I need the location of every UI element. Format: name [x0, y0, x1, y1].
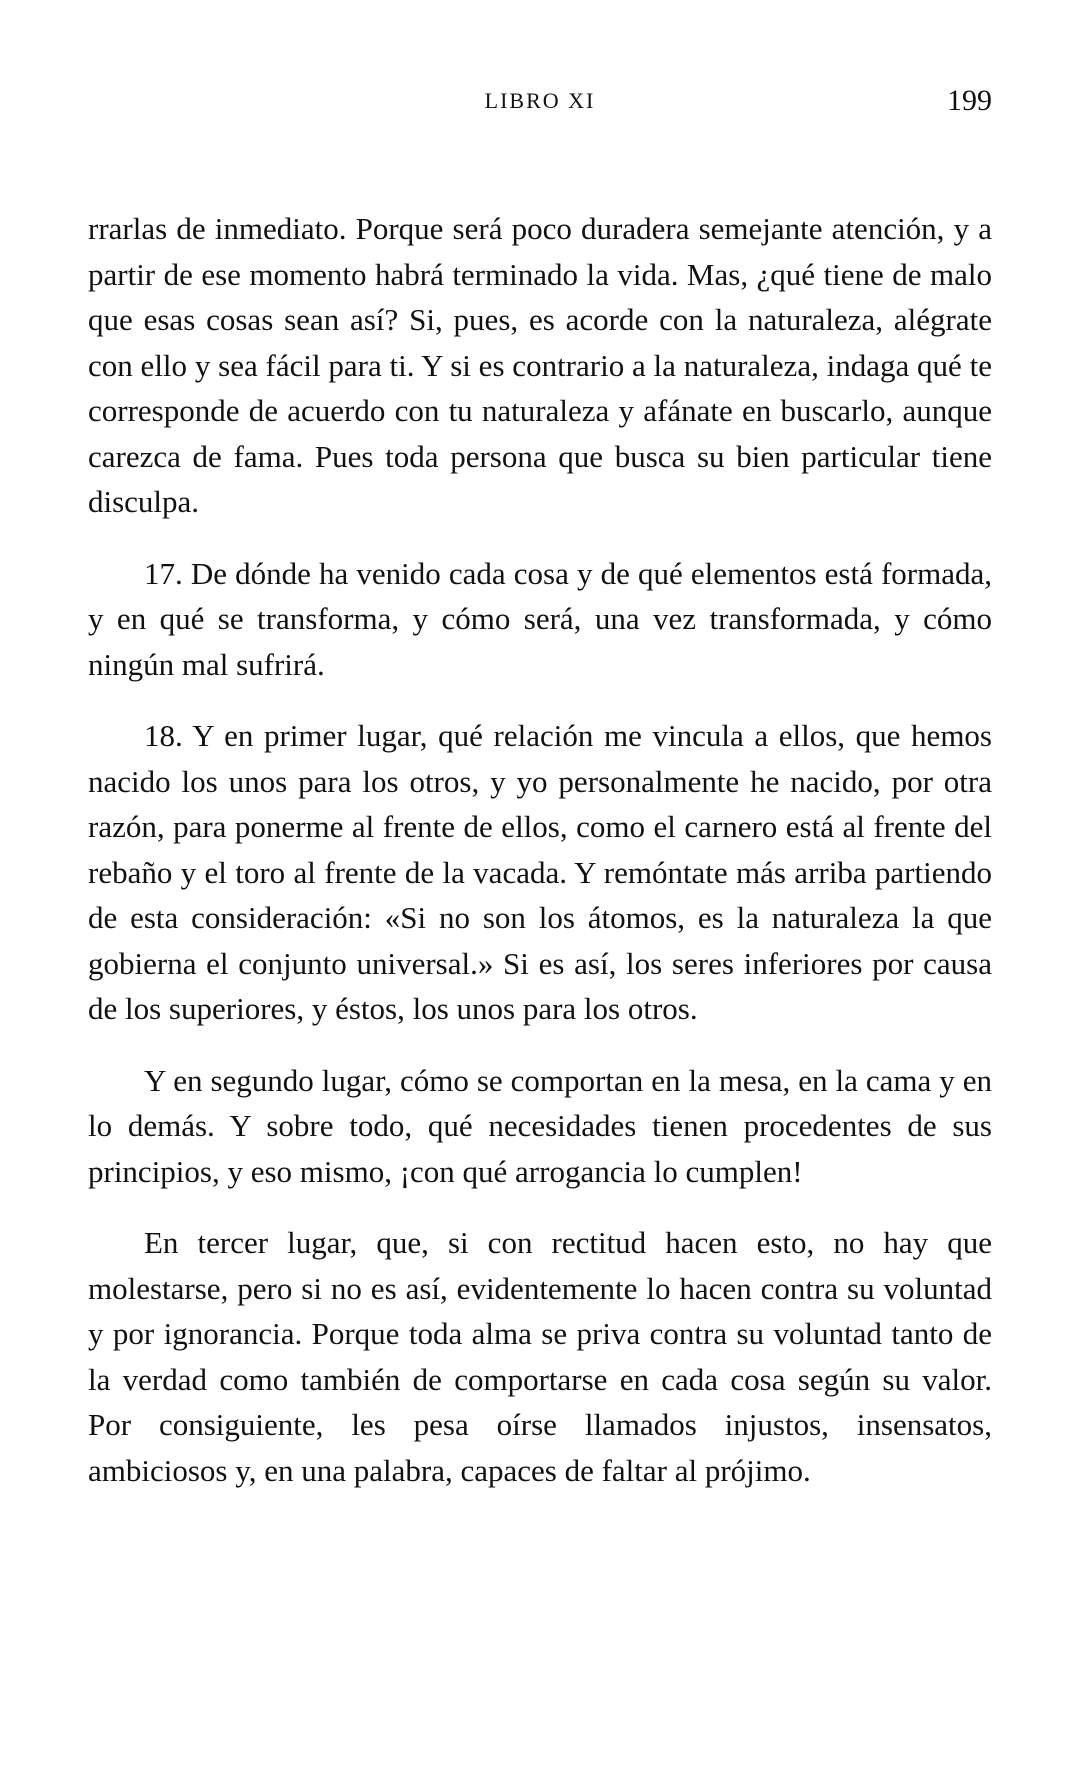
paragraph-section-17: 17. De dónde ha venido cada cosa y de qué elementos está formada, y en qué se transforma, y cómo será, una vez transformada, y cómo ningún mal sufrirá.: [88, 555, 992, 682]
running-head: [88, 84, 992, 124]
paragraph-continuation: rrarlas de inmediato. Porque será poco duradera semejante atención, y a partir de ese momento habrá terminado la vida. Mas, ¿qué tiene de malo que esas cosas sean así? Si, pues, es acorde con la naturaleza, alégrate con ello y sea fácil para ti. Y si es contrario a la naturaleza, indaga qué te corresponde de acuerdo con tu naturaleza y afánate en buscarlo, aunque carezca de fama. Pues toda persona que busca su bien particular tiene disculpa.: [88, 211, 992, 519]
page-number: 199: [947, 84, 992, 117]
paragraph-section-18: 18. Y en primer lugar, qué relación me vincula a ellos, que hemos nacido los unos para los otros, y yo personalmente he nacido, por otra razón, para ponerme al frente de ellos, como el carnero está al frente del rebaño y el toro al frente de la vacada. Y remóntate más arriba partiendo de esta consideración: «Si no son los átomos, es la naturaleza la que gobierna el conjunto universal.» Si es así, los seres inferiores por causa de los superiores, y éstos, los unos para los otros.: [88, 718, 992, 1026]
paragraph-second-point: Y en segundo lugar, cómo se comportan en la mesa, en la cama y en lo demás. Y sobre todo, qué necesidades tienen procedentes de sus principios, y eso mismo, ¡con qué arrogancia lo cumplen!: [88, 1062, 992, 1189]
chapter-title: LIBRO XI: [484, 88, 596, 113]
paragraph-third-point: En tercer lugar, que, si con rectitud hacen esto, no hay que molestarse, pero si no es así, evidentemente lo hacen contra su voluntad y por ignorancia. Porque toda alma se priva contra su voluntad tanto de la verdad como también de comportarse en cada cosa según su valor. Por consiguiente, les pesa oírse llamados injustos, insensatos, ambiciosos y, en una palabra, capaces de faltar al prójimo.: [88, 1225, 992, 1488]
body-text: [88, 206, 992, 1493]
book-page: [88, 0, 992, 1766]
